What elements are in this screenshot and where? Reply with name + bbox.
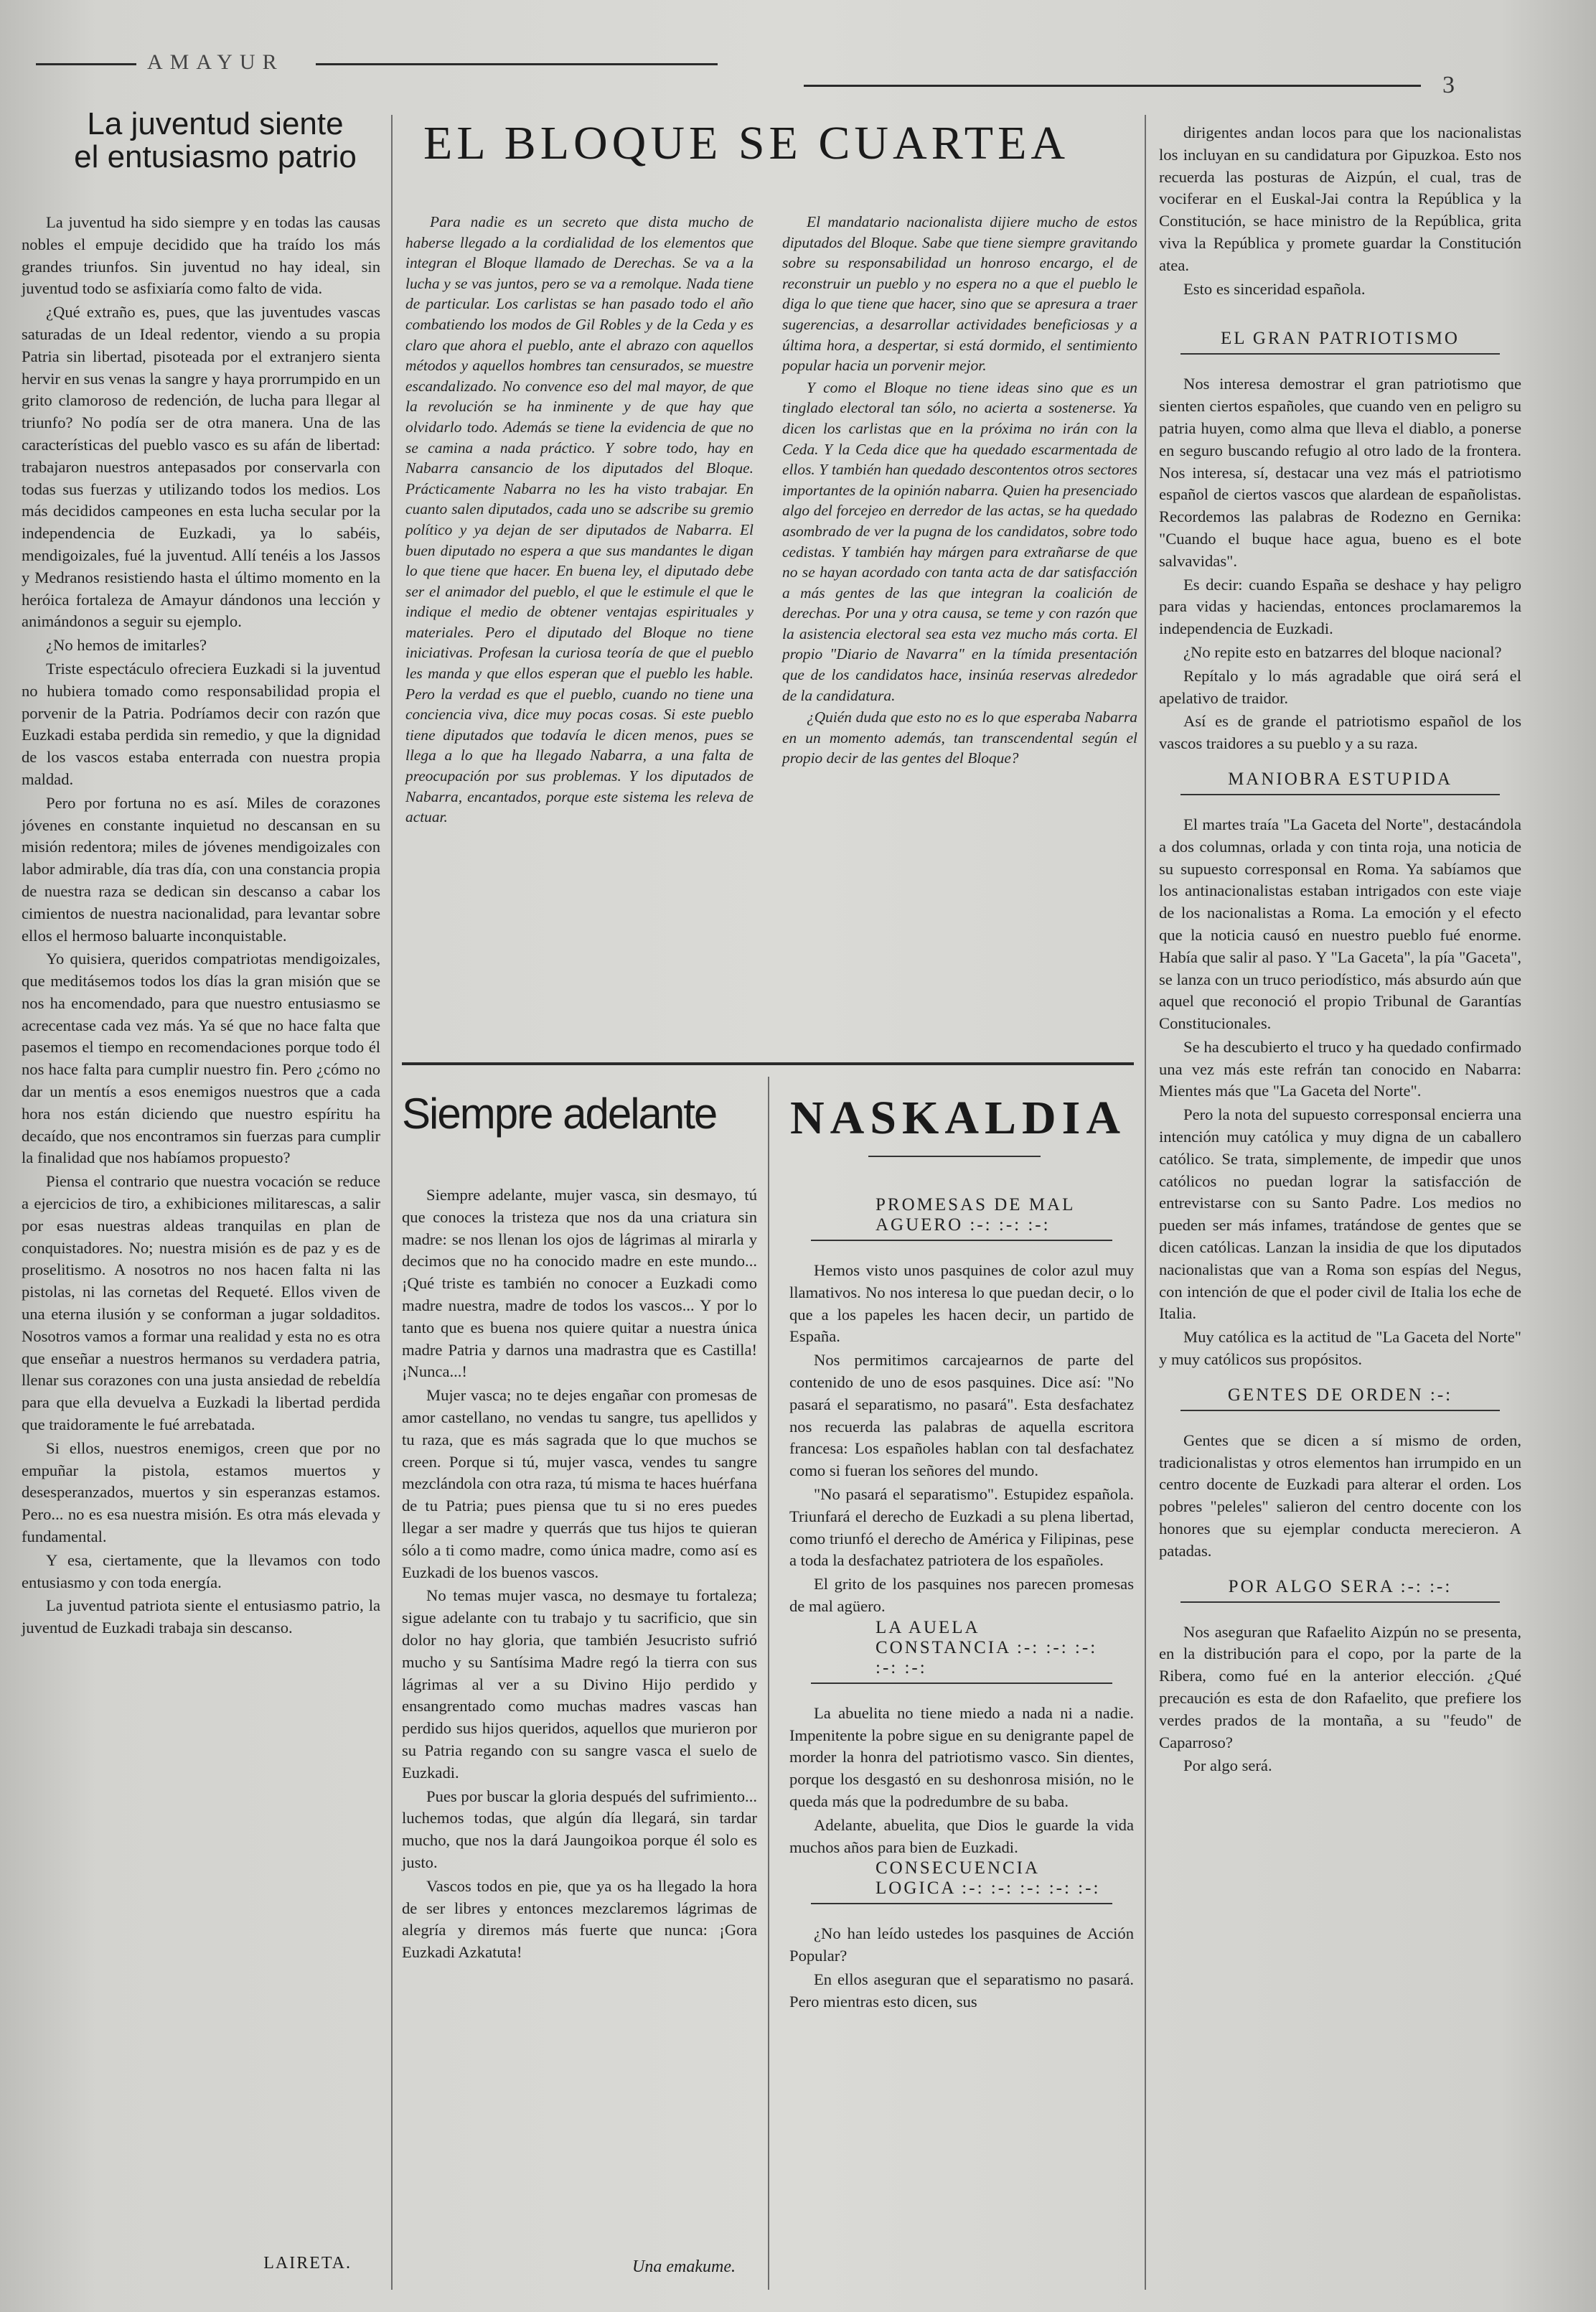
section-rule [1180,794,1500,795]
section-body [1159,1430,1521,1563]
section-paragraph: La abuelita no tiene miedo a nada ni a nadie. Impenitente la pobre sigue en su denigrante papel de morder la honra del patriotismo vasco. Sin dientes, porque los desgastó en su deshonrosa misión, no le queda más que la podredumbre de su baba. [789,1703,1134,1810]
section-rule [811,1903,1112,1904]
section-heading: PROMESAS DE MAL AGUERO :-: :-: :-: [876,1195,1075,1235]
juventud-paragraph: Triste espectáculo ofreciera Euzkadi si la juventud no hubiera tomado como responsabilidad propia el porvenir de la Patria. Podríamos decir con razón que Euzkadi estaba perdida sin remedio, y que la dignidad de los vascos estaba enterrada con nuestra propia maldad. [22,659,380,788]
column-divider-3 [1145,115,1146,2290]
juventud-body [22,212,380,1639]
juventud-paragraph: Pero por fortuna no es así. Miles de corazones jóvenes en constante inquietud no descansan en su misión redentora; miles de jóvenes mendigoizales con labor admirable, día tras día, con una constancia propia de nuestra raza se dedican sin descanso a cabar los cimientos de nuestra nacionalidad, para levantar sobre ellos el hermoso baluarte inconquistable. [22,793,380,945]
juventud-title [65,108,366,174]
section-paragraph: Pero la nota del supuesto corresponsal encierra una intención muy católica y muy digna de un caballero católico. Se trata, simplemente, de impedir que unos católicos no puedan lograr la satisfacción de entrevistarse con su Santo Padre. Los medios no pueden ser más infames, tratándose de gentes que se dicen católicas. Lanzan la insidia de que los diputados nacionalistas que van a Roma son espías del Negus, con intención de que el poder civil de Italia los eche de Italia. [1159,1105,1521,1323]
naskaldia-title-rule [868,1156,1041,1157]
section-heading: MANIOBRA ESTUPIDA [1228,769,1452,789]
column-divider-2 [768,1077,769,2290]
section-paragraph: El grito de los pasquines nos parecen promesas de mal agüero. [789,1575,1134,1615]
section-heading: GENTES DE ORDEN :-: [1227,1385,1453,1405]
siempre-paragraph: No temas mujer vasca, no desmaye tu fortaleza; sigue adelante con tu trabajo y tu sacrificio, que sin dolor no hay gloria, que también Jesucristo sufrió mucho y su Santísima Madre regó la tierra con sus lágrimas al ver a su Divino Hijo perdido y ensangrentado como muchas madres vascas han perdido sus hijos queridos, aquellos que murieron por su Patria regando con su sangre vasca el suelo de Euzkadi. [402,1586,757,1782]
bloque-title: EL BLOQUE SE CUARTEA [423,117,1070,169]
masthead-name: AMAYUR [147,50,284,74]
section-paragraph: Nos aseguran que Rafaelito Aizpún no se presenta, en la distribución para el copo, por la parte de la Ribera, como fué en la anterior elección. ¿Qué precaución es esta de don Rafaelito, que prefiere los verdes prados de la montaña, a su "feudo" de Caparroso? [1159,1622,1521,1751]
section-body [789,1923,1134,2013]
section-heading: POR ALGO SERA :-: :-: [1228,1576,1452,1596]
right-intro [1159,122,1521,300]
section-paragraph: "No pasará el separatismo". Estupidez española. Triunfará el derecho de Euzkadi a su plena libertad, como triunfó el derecho de América y Filipinas, pese a toda la desfachatez patriotera de los españoles. [789,1484,1134,1570]
siempre-paragraph: Vascos todos en pie, que ya os ha llegado la hora de ser libres y entonces mezclaremos lágrimas de alegría y diremos más fuerte que nunca: ¡Gora Euzkadi Azkatuta! [402,1876,757,1962]
section-paragraph: Gentes que se dicen a sí mismo de orden, tradicionalistas y otros elementos han irrumpido en un centro docente de Euzkadi para alterar el orden. Los pobres "peleles" salieron del centro docente con los honores que su ejemplar conducta merecieron. A patadas. [1159,1431,1521,1560]
section-paragraph: Es decir: cuando España se deshace y hay peligro para vidas y haciendas, entonces proclamaremos la independencia de Euzkadi. [1159,575,1521,638]
juventud-paragraph: Si ellos, nuestros enemigos, creen que por no empuñar la pistola, estamos muertos y desesperanzados, muertos y sin esperanzas estamos. Pero... no es esa nuestra misión. Es otra más elevada y fundamental. [22,1438,380,1546]
section-body [789,1703,1134,1859]
siempre-body [402,1184,757,1964]
masthead-rule-mid [316,63,718,65]
section-paragraph: Muy católica es la actitud de "La Gaceta del Norte" y muy católicos sus propósitos. [1159,1328,1521,1369]
section-paragraph: En ellos aseguran que el separatismo no pasará. Pero mientras esto dicen, sus [789,1970,1134,2011]
section-paragraph: Nos interesa demostrar el gran patriotismo que sienten ciertos españoles, que cuando ven en peligro su patria huyen, como alma que lleva el diablo, a ponerse en seguro buscando refugio al otro lado de la frontera. Nos interesa, sí, destacar una vez más el patriotismo español de ciertos vascos que alardean de españolistas. Recordemos las palabras de Rodezno en Gernika: "Cuando el buque hace agua, bueno es el bote salvavidas". [1159,375,1521,570]
section-body [1159,373,1521,755]
bloque-paragraph: El mandatario nacionalista dijiere mucho de estos diputados del Bloque. Sabe que tiene siempre gravitando sobre su responsabilidad un honroso encargo, el de reconstruir un pueblo y no espera no a que el pueblo le diga lo que tiene que hacer, sino que se apresura a traer sugerencias, a desarrollar actividades beneficiosas y a última hora, a despertar, si está dormido, el sentimiento popular hacia un porvenir mejor. [782,213,1137,375]
section-paragraph: Hemos visto unos pasquines de color azul muy llamativos. No nos interesa lo que puedan decir, o lo que a los papeles les hacen decir, un partido de España. [789,1261,1134,1346]
siempre-paragraph: Mujer vasca; no te dejes engañar con promesas de amor castellano, no vendas tu sangre, tus apellidos y tu raza, que es más sagrada que lo que muchos se creen. Porque si tú, mujer vasca, vendes tu sangre mezclándola con otra raza, tú misma te haces huérfana de tu Patria; pues piensa que tu si no eres puedes llegar a ser madre y querrás que tus hijos te quieran sólo a ti como madre, como única madre, como así es Euzkadi de los buenos vascos. [402,1386,757,1581]
siempre-title: Siempre adelante [402,1090,717,1138]
naskaldia-body [789,1195,1134,2013]
juventud-paragraph: ¿Qué extraño es, pues, que las juventudes vascas saturadas de un Ideal redentor, viendo a su propia Patria sin libertad, pisoteada por el extranjero sienta hervir en sus venas la sangre y haya prorrumpido en un grito clamoroso de redención, de lucha para llegar al triunfo? No podía ser de otra manera. Una de las características del pueblo vasco es su afán de libertad: trabajaron nuestros antepasados por conservarla con todas sus fuerzas y utilizando todos los medios. Los más decididos campeones en esta lucha secular por la independencia de Euzkadi, ya lo sabéis, mendigoizales, fué la juventud. Allí tenéis a los Jassos y Medranos resistiendo hasta el último momento en la heróica fortaleza de Amayur dándonos una lección y animándonos a seguir su ejemplo. [22,303,380,631]
naskaldia-title: NASKALDIA [789,1092,1127,1144]
section-paragraph: Adelante, abuelita, que Dios le guarde la vida muchos años para bien de Euzkadi. [789,1815,1134,1856]
juventud-paragraph: La juventud ha sido siempre y en todas las causas nobles el empuje decidido que ha traído los más grandes triunfos. Sin juventud no hay ideal, sin juventud todo se asfixiaría como falto de vida. [22,213,380,298]
masthead-rule-left [36,63,136,65]
juventud-paragraph: Yo quisiera, queridos compatriotas mendigoizales, que meditásemos todos los días la gran misión que se nos ha encomendado, para que nuestro entusiasmo se acrecentase cada vez más. Ya sé que no hace falta que pasemos el tiempo en recomendaciones porque todo él nos hace falta para cumplir nuestro fin. Pero ¿cómo no dar un mentís a esos enemigos nuestros que a cada hora nos están diciendo que nuestro espíritu ha decaído, que nos encontramos sin fuerzas para cumplir la finalidad que nos habíamos propuesto? [22,950,380,1167]
section-rule [811,1240,1112,1241]
right-intro-paragraph: Esto es sinceridad española. [1183,279,1366,298]
section-body [1159,1621,1521,1778]
section-paragraph: Por algo será. [1183,1756,1272,1775]
section-paragraph: Así es de grande el patriotismo español de los vascos traidores a su pueblo y a su raza. [1159,712,1521,753]
section-rule [1180,1601,1500,1603]
section-body [789,1260,1134,1618]
siempre-paragraph: Pues por buscar la gloria después del sufrimiento... luchemos todas, que algún día llegará, sin tardar mucho, que nos la dará Jaungoikoa porque él solo es justo. [402,1787,757,1871]
section-paragraph: ¿No repite esto en batzarres del bloque nacional? [1183,642,1502,661]
section-heading: EL GRAN PATRIOTISMO [1221,329,1460,349]
siempre-paragraph: Siempre adelante, mujer vasca, sin desmayo, tú que conoces la tristeza que nos da una criatura sin madre: se nos llenan los ojos de lágrimas al mirarla y decimos que no ha conocido madre en este mundo... ¡Qué triste es también no conocer a Euzkadi como madre nuestra, madre de todos los vascos... Y por lo tanto que es buena nos quiere quitar a nuestra única madre Patria y darnos una madrastra que es Castilla! ¡Nunca...! [402,1186,757,1381]
section-heading: LA AUELA CONSTANCIA :-: :-: :-: :-: :-: [876,1617,1098,1677]
section-paragraph: Repítalo y lo más agradable que oirá será el apelativo de traidor. [1159,666,1521,707]
right-intro-paragraph: dirigentes andan locos para que los nacionalistas los incluyan en su candidatura por Gipuzkoa. Esto nos recuerda las posturas de Aizpún, el cual, tras de vociferar en el Euskal-Jai contra la República y la Constitución, se hace ministro de la República, grita viva la República y promete guardar la Constitución atea. [1159,123,1521,274]
section-paragraph: ¿No han leído ustedes los pasquines de Acción Popular? [789,1924,1134,1965]
section-paragraph: Se ha descubierto el truco y ha quedado confirmado una vez más este refrán tan conocido en Nabarra: Mientes más que "La Gaceta del Norte". [1159,1037,1521,1100]
bloque-paragraph: ¿Quién duda que esto no es lo que esperaba Nabarra en un momento además, tan transcendental según el propio decir de las gentes del Bloque? [782,708,1137,767]
juventud-signature: LAIRETA. [263,2254,352,2273]
spacer [1159,300,1521,314]
juventud-paragraph: Piensa el contrario que nuestra vocación se reduce a ejercicios de tiro, a exhibiciones militarescas, a salir por esas nuestras aldeas tranquilas en plan de conquistadores. No; nuestra misión es de paz y es de proselitismo. A nosotros no nos hacen falta ni las pistolas, ni las cornetas del Requeté. Ellos viven de una eterna ilusión y se conforman a jugar soldaditos. Nosotros vamos a formar una realidad y esta no es otra que enseñar a nuestros hermanos su verdadera patria, llenar sus corazones con una justa ansiedad de rebeldía para que ella devuelva a Euzkadi la libertad perdida que traidoramente le fué arrebatada. [22,1172,380,1434]
bloque-column-2 [782,212,1137,769]
right-column-body [1159,122,1521,1777]
juventud-paragraph: ¿No hemos de imitarles? [46,636,207,655]
siempre-signature: Una emakume. [632,2257,736,2276]
masthead-rule-right [804,85,1421,87]
juventud-title-line2: el entusiasmo patrio [74,139,357,175]
section-body [1159,814,1521,1371]
section-rule [1180,353,1500,355]
section-rule [811,1682,1112,1684]
bloque-paragraph: Y como el Bloque no tiene ideas sino que es un tinglado electoral tan sólo, no acierta a sostenerse. Ya dicen los carlistas que en la próxima no irán con la Ceda. Y la Ceda dice que ha quedado escarmentada de ellos. Y también han quedado descontentos otros sectores importantes de la opinión nabarra. Quien ha presenciado algo del forcejeo en derredor de las actas, se ha quedado asombrado de ver la pugna de los candidatos, sobre todo cedistas. Y también hay márgen para extrañarse de que no se hayan acordado con tanta acta de dar satisfacción a más gentes de las que integran la coalición de derechas. Por una y otra causa, se teme y con razón que la asistencia electoral sea esta vez mucho más corta. El propio "Diario de Navarra" en la tímida presentación que de los candidatos hace, insinúa reservas alrededor de la candidatura. [782,378,1137,704]
page-number: 3 [1442,72,1455,98]
bloque-bottom-rule [402,1062,1134,1065]
juventud-paragraph: Y esa, ciertamente, que la llevamos con todo entusiasmo y con toda energía. [22,1550,380,1591]
section-rule [1180,1410,1500,1411]
juventud-paragraph: La juventud patriota siente el entusiasmo patrio, la juventud de Euzkadi trabaja sin descanso. [22,1596,380,1637]
section-heading: CONSECUENCIA LOGICA :-: :-: :-: :-: :-: [876,1858,1101,1899]
section-paragraph: El martes traía "La Gaceta del Norte", destacándola a dos columnas, orlada y con tinta roja, una noticia de su supuesto corresponsal en Roma. Ya sabíamos que los antinacionalistas estaban intrigados con este viaje de los nacionalistas a Roma. La emoción y el efecto que la noticia causó en nuestro pueblo fué enorme. Había que salir al paso. Y "La Gaceta", la pía "Gaceta", se lanza con un truco periodístico, más absurdo aún que aquel que reconoció el propio Tribunal de Garantías Constitucionales. [1159,815,1521,1033]
bloque-column-1 [405,212,754,828]
column-divider-1 [391,115,393,2290]
section-paragraph: Nos permitimos carcajearnos de parte del contenido de uno de esos pasquines. Dice así: "No pasará el separatismo, no pasará". Esta desfachatez nos recuerda las palabras de aquella escritora francesa: Los españoles hablan con tal desfachatez como si fueran los señores del mundo. [789,1351,1134,1480]
juventud-title-line1: La juventud siente [87,106,344,141]
bloque-paragraph: Para nadie es un secreto que dista mucho de haberse llegado a la cordialidad de los elementos que integran el Bloque llamado de Derechas. Se va a la lucha y se vas juntos, pero se va a remolque. Nada tiene de particular. Los carlistas se han pasado todo el año combatiendo los modos de Gil Robles y de la Ceda y es claro que ahora el pueblo, ante el abrazo con aquellos métodos y aquellos hombres tan censurados, se muestre escandalizado. No convence eso del mal mayor, de que la revolución se ha inminente y de que hay que olvidarlo todo. Además se tiene la evidencia de que no se camina a nada práctico. Y sobre todo, hay en Nabarra cansancio de los diputados del Bloque. Prácticamente Nabarra no les ha visto trabajar. En cuanto salen diputados, cada uno se adscribe su gremio político y ya dejan de ser diputados de Nabarra. El buen diputado no espera a que sus mandantes le digan lo que tiene que hacer. En buena ley, el diputado debe ser el animador del pueblo, el que le estimule el que le indique el medio de obtener ventajas espirituales y materiales. Pero el diputado del Bloque no tiene iniciativas. Profesan la curiosa teoría de que el pueblo les manda y que ellos esperan que el pueblo les hable. Pero la verdad es que el pueblo, cuando no tiene una conciencia viva, dice muy pocas cosas. Si este pueblo tiene diputados que todavía le dicen menos, pues se llega a lo que ha llegado Nabarra, a una falta de preocupación por sus problemas. Y los diputados de Nabarra, encantados, porque este sistema les releva de actuar. [405,213,754,826]
